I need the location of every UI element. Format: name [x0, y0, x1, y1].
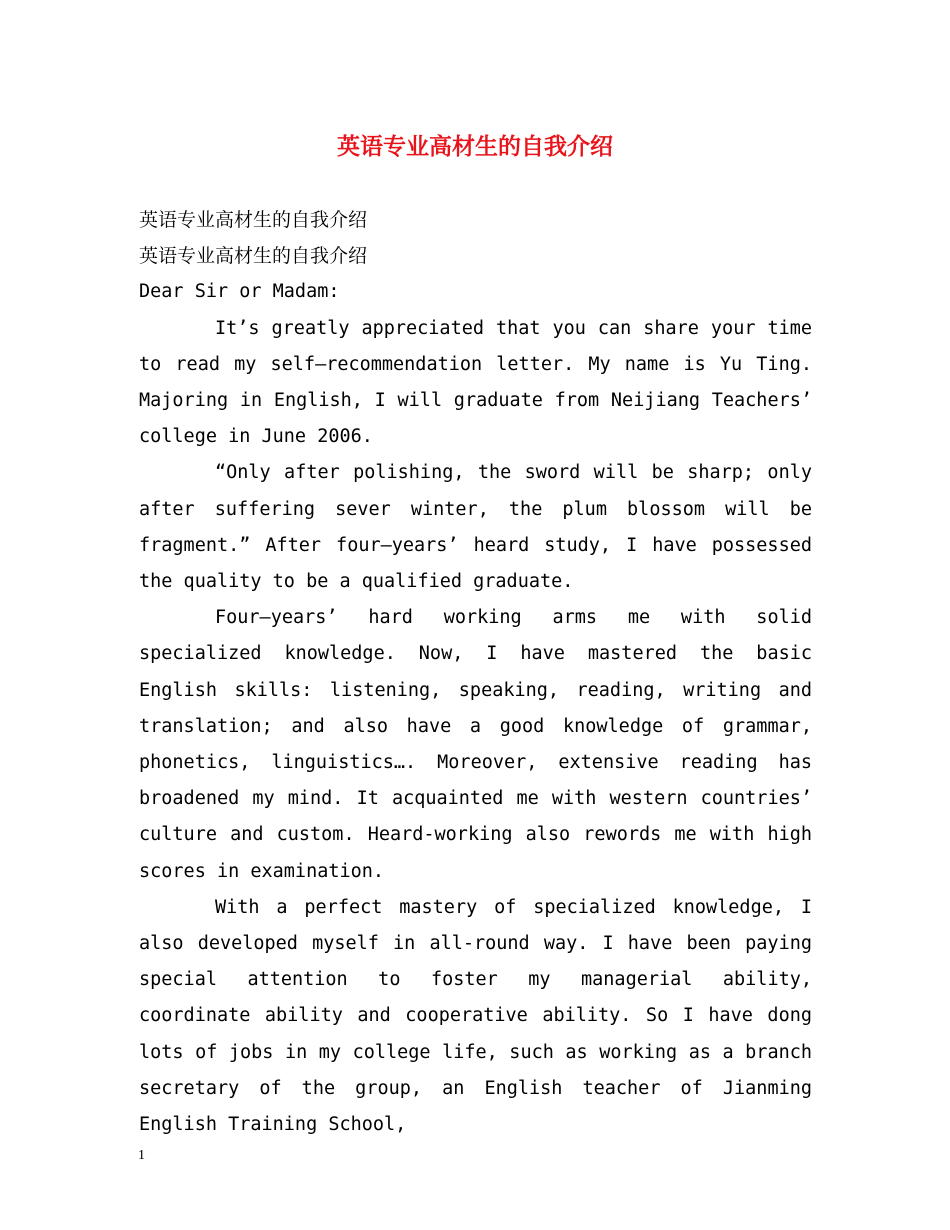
document-title: 英语专业高材生的自我介绍 [337, 133, 613, 160]
paragraph: “Only after polishing, the sword will be sharp; only after suffering sever winter, the plum blossom will be fragment.” After four—years’ heard study, I have possessed the quality to be a qualified graduate. [139, 462, 812, 593]
paragraph: It’s greatly appreciated that you can share your time to read my self—recommendation letter. My name is Yu Ting. Majoring in English, I will graduate from Neijiang Teachers’ college in June 2006. [139, 317, 812, 448]
salutation: Dear Sir or Madam: [139, 281, 340, 303]
document-body [139, 202, 812, 1143]
subtitle-line: 英语专业高材生的自我介绍 [139, 209, 368, 231]
paragraph: With a perfect mastery of specialized knowledge, I also developed myself in all-round way. I have been paying special attention to foster my managerial ability, coordinate ability and cooperative ability. So I have dong lots of jobs in my college life, such as working as a branch secretary of the group, an English teacher of Jianming English Training School, [139, 896, 812, 1136]
page-number: 1 [138, 1148, 145, 1163]
paragraph: Four—years’ hard working arms me with solid specialized knowledge. Now, I have mastered the basic English skills: listening, speaking, reading, writing and translation; and also have a good knowledge of grammar, phonetics, linguistics…. Moreover, extensive reading has broadened my mind. It acquainted me with western countries’ culture and custom. Heard-working also rewords me with high scores in examination. [139, 607, 812, 882]
subtitle-line: 英语专业高材生的自我介绍 [139, 245, 368, 268]
